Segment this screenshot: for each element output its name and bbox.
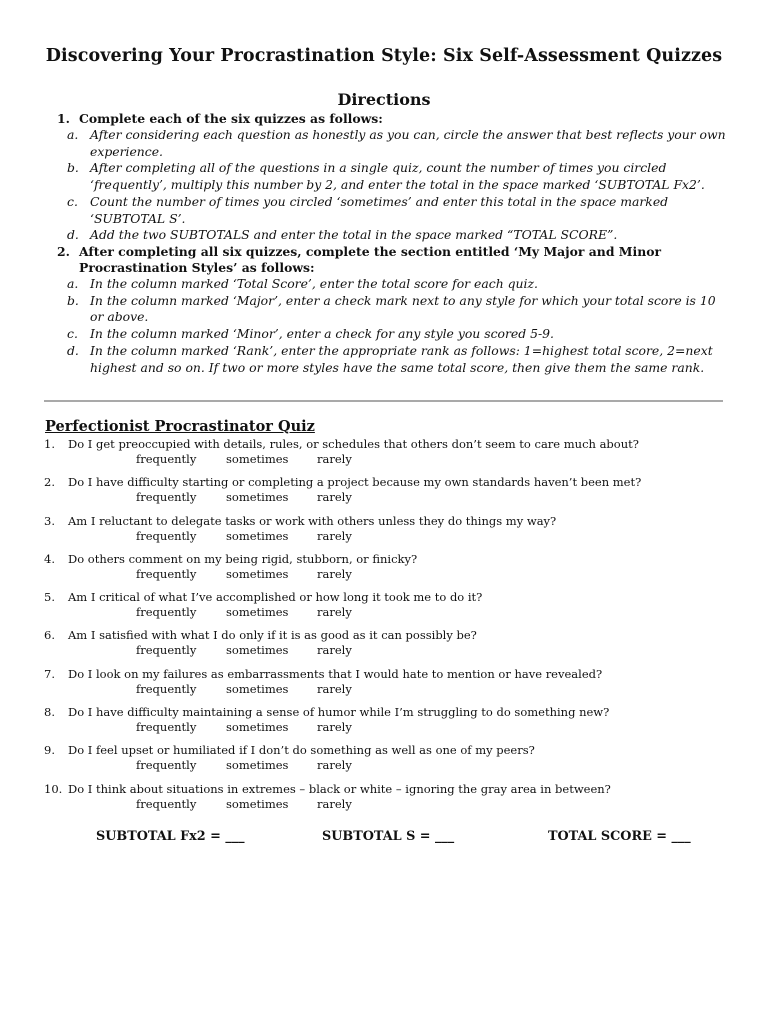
step-item-text: After considering each question as honestly as you can, circle the answer that best reflects your own experience.: [90, 127, 726, 159]
subtotal-fx2-field[interactable]: SUBTOTAL Fx2 = ___: [96, 829, 245, 844]
option-sometimes[interactable]: sometimes: [226, 796, 289, 811]
option-rarely[interactable]: rarely: [317, 566, 352, 581]
step-item-text: After completing all of the questions in a single quiz, count the number of times you circled ‘frequently’, multiply this number by 2, and enter the total in the space marked ‘SUBTOTAL Fx2’.: [90, 160, 705, 193]
question-number: 1.: [44, 437, 55, 451]
step-number: 2.: [57, 244, 70, 259]
option-rarely[interactable]: rarely: [317, 452, 352, 466]
question-number: 3.: [44, 513, 55, 528]
quiz-question: [44, 436, 734, 474]
step-item: [67, 160, 727, 193]
option-sometimes[interactable]: sometimes: [226, 605, 289, 620]
option-sometimes[interactable]: sometimes: [226, 720, 289, 735]
option-sometimes[interactable]: sometimes: [226, 681, 289, 696]
direction-step-1: [57, 111, 727, 244]
option-rarely[interactable]: rarely: [317, 796, 352, 811]
option-sometimes[interactable]: sometimes: [226, 758, 289, 773]
option-frequently[interactable]: frequently: [136, 758, 197, 773]
question-number: 6.: [44, 628, 55, 643]
step-item-text: In the column marked ‘Rank’, enter the appropriate rank as follows: 1=highest total score, 2=next highest and so on. If two or more styles have the same total score, then give them the same rank.: [90, 342, 713, 375]
direction-step-2: [57, 244, 727, 376]
option-sometimes[interactable]: sometimes: [226, 566, 289, 581]
option-frequently[interactable]: frequently: [136, 490, 197, 505]
quiz-question: [44, 742, 734, 780]
step-item: [67, 127, 727, 160]
quiz-question: [44, 551, 734, 589]
option-rarely[interactable]: rarely: [317, 605, 352, 620]
step-item-letter: c.: [67, 326, 78, 342]
option-frequently[interactable]: frequently: [136, 681, 197, 696]
option-rarely[interactable]: rarely: [317, 643, 352, 658]
option-rarely[interactable]: rarely: [317, 758, 352, 773]
option-rarely[interactable]: rarely: [317, 528, 352, 543]
step-item-letter: b.: [67, 292, 79, 308]
quiz-question: [44, 704, 734, 742]
option-rarely[interactable]: rarely: [317, 490, 352, 505]
step-item-text: Count the number of times you circled ‘sometimes’ and enter this total in the space marked ‘SUBTOTAL S’.: [90, 193, 669, 226]
directions-heading: Directions: [337, 90, 431, 109]
step-item-letter: b.: [67, 160, 79, 176]
quiz-question: [44, 474, 734, 512]
question-text: Am I critical of what I’ve accomplished or how long it took me to do it?: [68, 590, 483, 605]
question-text: Do I get preoccupied with details, rules, or schedules that others don’t seem to care much about?: [68, 437, 639, 451]
quiz-questions: [44, 436, 734, 819]
option-rarely[interactable]: rarely: [317, 720, 352, 735]
step-item: [67, 326, 727, 343]
question-text: Am I reluctant to delegate tasks or work with others unless they do things my way?: [68, 513, 557, 528]
step-item-letter: a.: [67, 127, 79, 142]
option-sometimes[interactable]: sometimes: [226, 643, 289, 658]
step-item: [67, 194, 727, 227]
quiz-question: [44, 627, 734, 665]
question-number: 10.: [44, 781, 63, 796]
question-number: 4.: [44, 551, 55, 566]
step-item-letter: d.: [67, 227, 79, 243]
option-frequently[interactable]: frequently: [136, 796, 197, 811]
option-frequently[interactable]: frequently: [136, 528, 197, 543]
step-text: After completing all six quizzes, complete the section entitled ‘My Major and Minor Procrastination Styles’ as follows:: [79, 244, 662, 275]
quiz-title: Perfectionist Procrastinator Quiz: [45, 418, 315, 435]
document-title: Discovering Your Procrastination Style: Six Self-Assessment Quizzes: [45, 46, 723, 66]
option-frequently[interactable]: frequently: [136, 452, 197, 466]
step-item: [67, 343, 727, 376]
option-sometimes[interactable]: sometimes: [226, 490, 289, 505]
option-rarely[interactable]: rarely: [317, 681, 352, 696]
quiz-question: [44, 589, 734, 627]
step-text: Complete each of the six quizzes as follows:: [79, 111, 383, 126]
step-item: [67, 276, 727, 293]
step-item-letter: c.: [67, 193, 78, 209]
total-score-field[interactable]: TOTAL SCORE = ___: [548, 829, 691, 844]
step-item: [67, 293, 727, 326]
step-item-text: In the column marked ‘Minor’, enter a check for any style you scored 5-9.: [90, 326, 554, 342]
section-divider: [44, 400, 723, 402]
question-number: 7.: [44, 666, 55, 681]
step-item-letter: d.: [67, 342, 79, 358]
step-item-text: In the column marked ‘Major’, enter a check mark next to any style for which your total score is 10 or above.: [90, 292, 716, 325]
question-text: Do I have difficulty starting or completing a project because my own standards haven’t been met?: [68, 475, 642, 490]
question-number: 8.: [44, 705, 55, 720]
option-frequently[interactable]: frequently: [136, 605, 197, 620]
quiz-question: [44, 513, 734, 551]
step-number: 1.: [57, 111, 70, 126]
quiz-question: [44, 666, 734, 704]
step-item: [67, 227, 727, 244]
question-text: Do I look on my failures as embarrassments that I would hate to mention or have revealed?: [68, 666, 603, 681]
option-sometimes[interactable]: sometimes: [226, 528, 289, 543]
option-frequently[interactable]: frequently: [136, 720, 197, 735]
step-item-text: Add the two SUBTOTALS and enter the total in the space marked “TOTAL SCORE”.: [90, 227, 618, 243]
option-frequently[interactable]: frequently: [136, 643, 197, 658]
question-text: Do I think about situations in extremes – black or white – ignoring the gray area in between?: [68, 781, 611, 796]
option-sometimes[interactable]: sometimes: [226, 452, 289, 466]
subtotal-s-field[interactable]: SUBTOTAL S = ___: [322, 829, 455, 844]
question-number: 5.: [44, 590, 55, 605]
question-text: Do others comment on my being rigid, stubborn, or finicky?: [68, 551, 418, 566]
question-number: 2.: [44, 475, 55, 490]
question-text: Do I have difficulty maintaining a sense of humor while I’m struggling to do something new?: [68, 705, 610, 720]
step-item-text: In the column marked ‘Total Score’, enter the total score for each quiz.: [90, 276, 538, 291]
quiz-question: [44, 781, 734, 819]
option-frequently[interactable]: frequently: [136, 566, 197, 581]
question-text: Do I feel upset or humiliated if I don’t do something as well as one of my peers?: [68, 743, 535, 758]
step-item-letter: a.: [67, 276, 79, 291]
question-number: 9.: [44, 743, 55, 758]
question-text: Am I satisfied with what I do only if it is as good as it can possibly be?: [68, 628, 477, 643]
